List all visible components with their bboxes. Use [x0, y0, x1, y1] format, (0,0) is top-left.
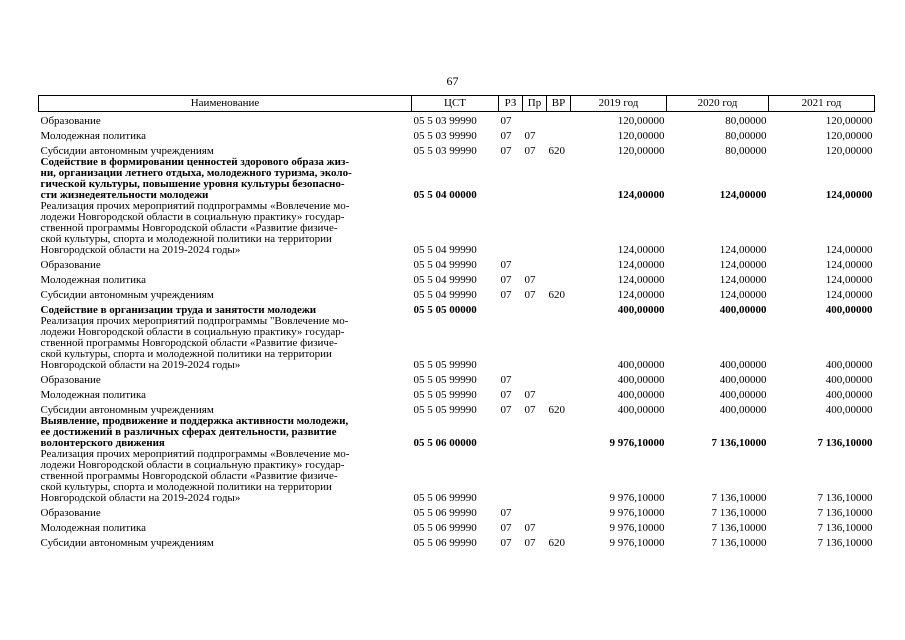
- row-name-line: лодежи Новгородской области в социальную практику» государ-: [40, 459, 345, 471]
- row-rz: 07: [500, 507, 512, 519]
- row-name: Субсидии автономным учреждениям: [40, 404, 214, 416]
- row-cst: 05 5 06 99990: [413, 522, 477, 534]
- row-cst: 05 5 04 99990: [413, 274, 477, 286]
- row-2021: 400,00000: [825, 404, 873, 416]
- row-name-line: Содействие в формировании ценностей здорового образа жиз-: [40, 156, 350, 168]
- table-row: [39, 142, 875, 157]
- row-2020: 400,00000: [719, 404, 767, 416]
- row-2021: 7 136,10000: [817, 437, 873, 449]
- row-2019: 124,00000: [617, 244, 665, 256]
- table-row: [39, 271, 875, 286]
- row-pr: [523, 371, 547, 386]
- row-rz: [499, 449, 523, 504]
- row-2021: 120,00000: [825, 145, 873, 157]
- row-2019: 9 976,10000: [609, 507, 665, 519]
- row-name-line: ственной программы Новгородской области «Развитие физиче-: [40, 470, 338, 482]
- row-2021: 120,00000: [825, 130, 873, 142]
- header-2020: 2020 год: [667, 96, 769, 112]
- row-pr: [523, 157, 547, 201]
- table-row: [39, 127, 875, 142]
- row-name-line: Реализация прочих мероприятий подпрограммы "Вовлечение мо-: [40, 315, 349, 327]
- row-2020: 124,00000: [719, 244, 767, 256]
- row-cst: 05 5 06 00000: [413, 437, 477, 449]
- row-2019: 9 976,10000: [609, 492, 665, 504]
- row-name: Содействие в организации труда и занятости молодежи: [40, 304, 317, 316]
- row-rz: [499, 416, 523, 449]
- row-pr: [523, 256, 547, 271]
- row-rz: [499, 301, 523, 316]
- row-2019: 9 976,10000: [609, 437, 665, 449]
- row-vr: [547, 504, 571, 519]
- row-cst: 05 5 04 99990: [413, 244, 477, 256]
- row-2021: 7 136,10000: [817, 492, 873, 504]
- row-pr: 07: [524, 404, 536, 416]
- row-vr: [547, 112, 571, 128]
- row-rz: 07: [500, 389, 512, 401]
- row-2021: 124,00000: [825, 274, 873, 286]
- row-2021: 7 136,10000: [817, 522, 873, 534]
- header-name: Наименование: [39, 96, 412, 112]
- row-name-line: Новгородской области на 2019-2024 годы»: [40, 359, 241, 371]
- row-name-line: Реализация прочих мероприятий подпрограммы «Вовлечение мо-: [40, 200, 350, 212]
- row-2019: 124,00000: [617, 189, 665, 201]
- row-cst: 05 5 05 99990: [413, 359, 477, 371]
- row-vr: [547, 316, 571, 371]
- row-pr: 07: [524, 274, 536, 286]
- row-pr: 07: [524, 537, 536, 549]
- table-row: [39, 386, 875, 401]
- row-rz: 07: [500, 145, 512, 157]
- row-2021: 400,00000: [825, 374, 873, 386]
- row-2020: 124,00000: [719, 289, 767, 301]
- row-name: [39, 449, 412, 504]
- row-2019: 9 976,10000: [609, 537, 665, 549]
- row-name: Образование: [40, 259, 101, 271]
- row-2020: 80,00000: [725, 145, 767, 157]
- row-name-line: Реализация прочих мероприятий подпрограммы «Вовлечение мо-: [40, 448, 350, 460]
- row-2019: 400,00000: [617, 374, 665, 386]
- row-2021: 124,00000: [825, 189, 873, 201]
- row-rz: 07: [500, 404, 512, 416]
- row-name-line: Выявление, продвижение и поддержка активности молодежи,: [40, 415, 349, 427]
- row-2020: 124,00000: [719, 189, 767, 201]
- row-2020: 124,00000: [719, 259, 767, 271]
- row-2021: 7 136,10000: [817, 537, 873, 549]
- row-2020: 7 136,10000: [711, 492, 767, 504]
- row-rz: 07: [500, 537, 512, 549]
- row-2019: 120,00000: [617, 145, 665, 157]
- row-2020: 80,00000: [725, 130, 767, 142]
- row-name-line: гической культуры, повышение уровня культуры безопасно-: [40, 178, 345, 190]
- row-name-line: Новгородской области на 2019-2024 годы»: [40, 492, 241, 504]
- row-2019: 120,00000: [617, 130, 665, 142]
- row-cst: 05 5 03 99990: [413, 145, 477, 157]
- row-vr: [547, 127, 571, 142]
- row-2021: 7 136,10000: [817, 507, 873, 519]
- row-name-line: ской культуры, спорта и молодежной политики на территории: [40, 233, 332, 245]
- row-name-line: волонтерского движения: [40, 437, 165, 449]
- budget-table: [38, 95, 875, 549]
- row-pr: [523, 201, 547, 256]
- row-2020: 80,00000: [725, 115, 767, 127]
- row-name: Образование: [40, 507, 101, 519]
- table-row: [39, 401, 875, 416]
- table-row-section: [39, 416, 875, 449]
- header-2021: 2021 год: [769, 96, 875, 112]
- row-name: Образование: [40, 115, 101, 127]
- table-row: [39, 286, 875, 301]
- row-2020: 7 136,10000: [711, 437, 767, 449]
- row-2019: 120,00000: [617, 115, 665, 127]
- row-rz: 07: [500, 374, 512, 386]
- row-pr: [523, 504, 547, 519]
- row-rz: [499, 316, 523, 371]
- row-2020: 400,00000: [719, 304, 767, 316]
- row-name-line: ской культуры, спорта и молодежной политики на территории: [40, 481, 332, 493]
- row-name-line: сти жизнедеятельности молодежи: [40, 189, 209, 201]
- row-2021: 400,00000: [825, 304, 873, 316]
- row-name: Молодежная политика: [40, 522, 147, 534]
- row-cst: 05 5 05 00000: [413, 304, 477, 316]
- row-pr: [523, 301, 547, 316]
- row-2021: 124,00000: [825, 244, 873, 256]
- row-rz: 07: [500, 259, 512, 271]
- row-cst: 05 5 05 99990: [413, 389, 477, 401]
- row-vr: 620: [548, 404, 565, 416]
- row-vr: [547, 449, 571, 504]
- table-row: [39, 201, 875, 256]
- table-header-row: [39, 96, 875, 112]
- row-pr: 07: [524, 145, 536, 157]
- row-2020: 400,00000: [719, 389, 767, 401]
- row-2019: 124,00000: [617, 289, 665, 301]
- row-cst: 05 5 06 99990: [413, 492, 477, 504]
- row-vr: [547, 301, 571, 316]
- page-number: 67: [446, 74, 459, 88]
- row-pr: [523, 112, 547, 128]
- row-cst: 05 5 04 00000: [413, 189, 477, 201]
- row-2021: 400,00000: [825, 389, 873, 401]
- row-name: [39, 416, 412, 449]
- row-pr: 07: [524, 289, 536, 301]
- row-vr: 620: [548, 289, 565, 301]
- header-vr: ВР: [547, 96, 571, 112]
- row-vr: 620: [548, 537, 565, 549]
- row-name-line: ской культуры, спорта и молодежной политики на территории: [40, 348, 332, 360]
- table-row: [39, 534, 875, 549]
- table-row: [39, 449, 875, 504]
- row-name-line: ни, организации летнего отдыха, молодежного туризма, эколо-: [40, 167, 352, 179]
- table-row: [39, 371, 875, 386]
- row-name-line: ственной программы Новгородской области «Развитие физиче-: [40, 222, 338, 234]
- table-row-section: [39, 301, 875, 316]
- row-cst: 05 5 03 99990: [413, 115, 477, 127]
- row-2019: 400,00000: [617, 389, 665, 401]
- row-cst: 05 5 06 99990: [413, 507, 477, 519]
- row-vr: [547, 519, 571, 534]
- row-rz: [499, 201, 523, 256]
- row-name: [39, 316, 412, 371]
- row-name: Молодежная политика: [40, 274, 147, 286]
- row-vr: [547, 256, 571, 271]
- table-row: [39, 504, 875, 519]
- row-vr: [547, 371, 571, 386]
- row-name: Субсидии автономным учреждениям: [40, 289, 214, 301]
- row-rz: [499, 157, 523, 201]
- header-rz: РЗ: [499, 96, 523, 112]
- row-2021: 400,00000: [825, 359, 873, 371]
- row-rz: 07: [500, 130, 512, 142]
- row-name: Субсидии автономным учреждениям: [40, 537, 214, 549]
- row-2019: 400,00000: [617, 359, 665, 371]
- row-name-line: лодежи Новгородской области в социальную практику» государ-: [40, 326, 345, 338]
- row-vr: [547, 386, 571, 401]
- row-pr: [523, 416, 547, 449]
- row-name: Молодежная политика: [40, 389, 147, 401]
- row-2019: 9 976,10000: [609, 522, 665, 534]
- row-rz: 07: [500, 115, 512, 127]
- row-pr: [523, 316, 547, 371]
- row-2020: 124,00000: [719, 274, 767, 286]
- header-pr: Пр: [523, 96, 547, 112]
- row-name-line: ственной программы Новгородской области «Развитие физиче-: [40, 337, 338, 349]
- header-2019: 2019 год: [571, 96, 667, 112]
- row-vr: [547, 201, 571, 256]
- row-2019: 400,00000: [617, 304, 665, 316]
- row-name-line: Новгородской области на 2019-2024 годы»: [40, 244, 241, 256]
- row-rz: 07: [500, 289, 512, 301]
- row-2019: 124,00000: [617, 259, 665, 271]
- row-cst: 05 5 03 99990: [413, 130, 477, 142]
- row-rz: 07: [500, 522, 512, 534]
- row-name: [39, 201, 412, 256]
- row-pr: 07: [524, 522, 536, 534]
- table-row: [39, 316, 875, 371]
- row-cst: 05 5 05 99990: [413, 404, 477, 416]
- row-vr: 620: [548, 145, 565, 157]
- row-name: [39, 157, 412, 201]
- table-row: [39, 112, 875, 128]
- row-pr: 07: [524, 389, 536, 401]
- row-2020: 7 136,10000: [711, 507, 767, 519]
- row-2021: 120,00000: [825, 115, 873, 127]
- row-name: Субсидии автономным учреждениям: [40, 145, 214, 157]
- row-name: Молодежная политика: [40, 130, 147, 142]
- row-pr: [523, 449, 547, 504]
- row-cst: 05 5 04 99990: [413, 259, 477, 271]
- row-name-line: лодежи Новгородской области в социальную практику» государ-: [40, 211, 345, 223]
- row-rz: 07: [500, 274, 512, 286]
- row-cst: 05 5 05 99990: [413, 374, 477, 386]
- row-cst: 05 5 04 99990: [413, 289, 477, 301]
- row-2020: 7 136,10000: [711, 522, 767, 534]
- row-vr: [547, 416, 571, 449]
- row-2020: 7 136,10000: [711, 537, 767, 549]
- table-row: [39, 256, 875, 271]
- row-2020: 400,00000: [719, 359, 767, 371]
- row-vr: [547, 157, 571, 201]
- row-2019: 400,00000: [617, 404, 665, 416]
- row-2021: 124,00000: [825, 289, 873, 301]
- header-cst: ЦСТ: [412, 96, 499, 112]
- row-2020: 400,00000: [719, 374, 767, 386]
- row-cst: 05 5 06 99990: [413, 537, 477, 549]
- table-row-section: [39, 157, 875, 201]
- row-name-line: ее достижений в различных сферах деятельности, развитие: [40, 426, 337, 438]
- row-pr: 07: [524, 130, 536, 142]
- row-2021: 124,00000: [825, 259, 873, 271]
- table-row: [39, 519, 875, 534]
- row-vr: [547, 271, 571, 286]
- row-2019: 124,00000: [617, 274, 665, 286]
- row-name: Образование: [40, 374, 101, 386]
